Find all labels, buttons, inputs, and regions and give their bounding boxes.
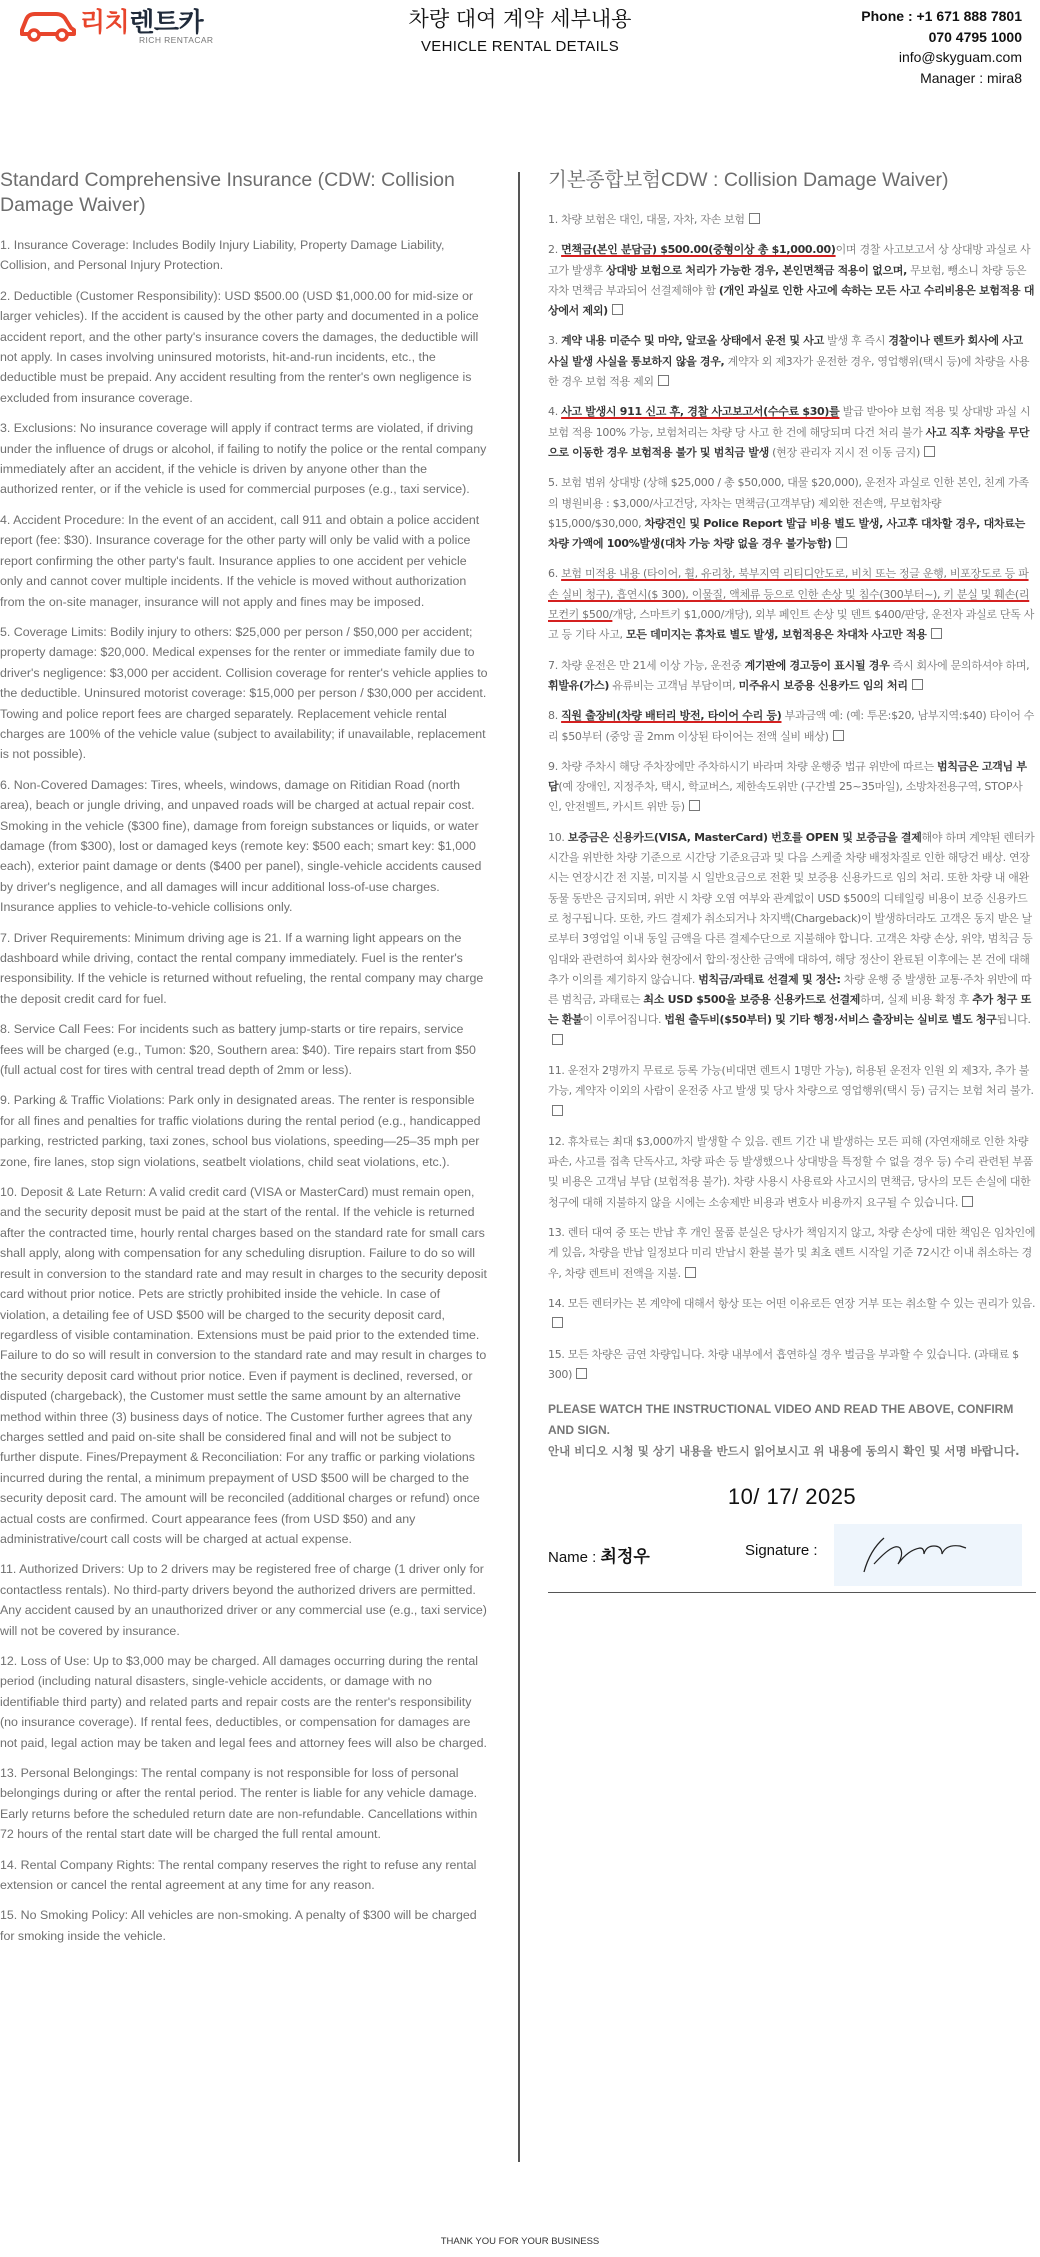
term-item-11: 11. Authorized Drivers: Up to 2 drivers may be registered free of charge (1 driver only for contactless rentals). No third-party drivers beyond the authorized drivers are permitted. Any accident caused by an unauthorized driver or any commercial use (e.g., taxi service) will not be covered by insurance.: [0, 1562, 487, 1638]
ko-term-item-1: 1. 차량 보험은 대인, 대물, 자차, 자손 보험: [548, 210, 1036, 230]
agree-checkbox-1[interactable]: [749, 213, 760, 224]
contact-info: [861, 6, 1022, 88]
ko-term-item-9: 9. 차량 주차시 해당 주차장에만 주차하시기 바라며 차량 운행중 법규 위반에 따르는 범칙금은 고객님 부담(예 장애인, 지정주차, 택시, 학교버스, 제한속도위반 (구간별 25~35마일), 소방차전용구역, STOP사인, 안전벨트, 카시트 위반 등): [548, 759, 1027, 814]
agree-checkbox-2[interactable]: [612, 304, 623, 315]
agree-checkbox-8[interactable]: [833, 730, 844, 741]
instruction-korean: 안내 비디오 시청 및 상기 내용을 반드시 읽어보시고 위 내용에 동의시 확인 및 서명 바랍니다.: [548, 1444, 1020, 1459]
signature-underline: [548, 1592, 1036, 1593]
korean-section-title: 기본종합보험CDW : Collision Damage Waiver): [548, 169, 949, 191]
term-item-13: 13. Personal Belongings: The rental company is not responsible for loss of personal belongings during or after the rental period. The renter is liable for any vehicle damage. Early returns before the scheduled return date are non-refundable. Cancellations within 72 hours of the rental start date will be charged the full rental amount.: [0, 1766, 478, 1842]
email: info@skyguam.com: [898, 49, 1022, 65]
agree-checkbox-3[interactable]: [658, 375, 669, 386]
logo-wordmark: 리치렌트카: [80, 8, 204, 38]
ko-term-item-11: 11. 운전자 2명까지 무료로 등록 가능(비대면 렌트시 1명만 가능), 허용된 운전자 인원 외 제3자, 추가 불가능, 계약자 이외의 사람이 운전중 사고 발생 및 당사 차량으로 영업행위(택시 등) 금지는 보험 처리 불가.: [548, 1061, 1036, 1122]
term-item-1: 1. Insurance Coverage: Includes Bodily Injury Liability, Property Damage Liability, Collision, and Personal Injury Protection.: [0, 238, 445, 273]
english-section-title: Standard Comprehensive Insurance (CDW: Collision Damage Waiver): [0, 169, 455, 216]
agree-checkbox-4[interactable]: [924, 446, 935, 457]
instruction-english: PLEASE WATCH THE INSTRUCTIONAL VIDEO AND READ THE ABOVE, CONFIRM AND SIGN.: [548, 1402, 1014, 1438]
term-item-15: 15. No Smoking Policy: All vehicles are non-smoking. A penalty of $300 will be charged for smoking inside the vehicle.: [0, 1908, 477, 1943]
agree-checkbox-6[interactable]: [931, 628, 942, 639]
agree-checkbox-14[interactable]: [552, 1317, 563, 1328]
ko-term-item-3: 3. 계약 내용 미준수 및 마약, 알코올 상태에서 운전 및 사고 발생 후 즉시 경찰이나 렌트카 회사에 사고 사실 발생 사실을 통보하지 않을 경우, 계약자 외 제3자가 운전한 경우, 영업행위(택시 등)에 차량을 사용한 경우 보험 적용 제외: [548, 334, 1030, 389]
phone-line-2: 070 4795 1000: [928, 28, 1022, 45]
agree-checkbox-10[interactable]: [552, 1034, 563, 1045]
ko-term-item-15: 15. 모든 차량은 금연 차량입니다. 차량 내부에서 흡연하실 경우 벌금을 부과할 수 있습니다. (과태료 $ 300): [548, 1347, 1019, 1381]
document-title-english: VEHICLE RENTAL DETAILS: [420, 38, 620, 55]
term-item-12: 12. Loss of Use: Up to $3,000 may be charged. All damages occurring during the rental period (including natural disasters, single-vehicle accidents, or damage with no identifiable third party) and related parts and repair costs are the renter's responsibility (no insurance coverage). If rental fees, deductibles, or compensation for damages are not paid, legal action may be taken and legal fees and attorney fees will also be charged.: [0, 1654, 487, 1750]
document-header: [0, 0, 1040, 110]
ko-term-item-2: 2. 면책금(본인 분담금) $500.00(중형이상 총 $1,000.00)이며 경찰 사고보고서 상 상대방 과실로 사고가 발생후 상대방 보험으로 처리가 가능한 경우, 본인면책금 적용이 없으며, 무보험, 뺑소니 차량 등은 자차 면책금 부과되어 선결제해야 함 (개인 과실로 인한 사고에 속하는 모든 사고 수리비용은 보험적용 대상에서 제외): [548, 243, 1035, 318]
document-title-korean: 차량 대여 계약 세부내용: [408, 7, 632, 31]
agree-checkbox-11[interactable]: [552, 1105, 563, 1116]
ko-term-item-12: 12. 휴차료는 최대 $3,000까지 발생할 수 있음. 렌트 기간 내 발생하는 모든 피해 (자연재해로 인한 차량 파손, 사고를 접촉 단독사고, 차량 파손 등 발생했으나 상대방을 특정할 수 없을 경우 등) 수리 관련된 부품 및 비용은 고객님 부담 (보험적용 불가). 차량 사용시 사용료와 사고시의 면책금, 당사의 모든 손실에 대한 청구에 대해 지불하지 않을 시에는 소송제반 비용과 변호사 비용까지 요구될 수 있습니다.: [548, 1134, 1033, 1209]
signature-field[interactable]: [834, 1524, 1022, 1586]
agree-checkbox-5[interactable]: [836, 537, 847, 548]
term-item-5: 5. Coverage Limits: Bodily injury to others: $25,000 per person / $50,000 per accident; property damage: $20,000. Medical expenses for the renter or immediate family due to driver's negligence: $3,000 per accident. Collision coverage for renter's vehicle applies to the deductible. Uninsured motorist coverage: $15,000 per person / $30,000 per accident. Towing and police report fees are charged separately. Replacement vehicle rental charges are 100% of the vehicle value (subject to availability; if unavailable, replacement is not possible).: [0, 624, 488, 762]
term-item-6: 6. Non-Covered Damages: Tires, wheels, windows, damage on Ritidian Road (north area), beach or jungle driving, and unpaved roads will be charged at actual repair cost. Smoking in the vehicle ($300 fine), damage from foreign substances or liquids, or water damage (from $300), lost or damaged keys (remote key: $500 each; smart key: $1,000 each), exterior paint damage or dents ($400 per panel), single-vehicle accidents caused by driver's negligence, and all damages will incur additional loss-of-use charges. Insurance applies to vehicle-to-vehicle collisions only.: [0, 777, 482, 915]
term-item-3: 3. Exclusions: No insurance coverage will apply if contract terms are violated, if driving under the influence of drugs or alcohol, if failing to notify the police or the rental company immediately after an accident, if the vehicle is driven by anyone other than the authorized renter, or if the vehicle is used for commercial purposes (e.g., taxi service).: [0, 421, 487, 497]
ko-term-item-8: 8. 직원 출장비(차량 배터리 방전, 타이어 수리 등) 부과금액 예: (예: 투몬:$20, 남부지역:$40) 타이어 수리 $50부터 (중앙 골 2mm 이상된 타이어는 전액 실비 배상): [548, 709, 1035, 743]
english-terms-column: [0, 168, 488, 1956]
signature-date: 10/ 17/ 2025: [727, 1484, 857, 1510]
ko-term-item-6: 6. 보험 미적용 내용 (타이어, 휠, 유리창, 북부지역 리티디안도로, 비치 또는 정글 운행, 비포장도로 등 파손 실비 청구), 흡연시($ 300), 이물질, 액체류 등으로 인한 손상 및 침수(300부터~), 키 분실 및 훼손(리모컨키 $500/개당, 스마트키 $1,000/개당), 외부 페인트 손상 및 덴트 $400/판당, 운전자 과실로 단독 사고 등 기타 사고, 모든 데미지는 휴차료 별도 발생, 보험적용은 차대차 사고만 적용: [548, 567, 1035, 642]
ko-term-item-4: 4. 사고 발생시 911 신고 후, 경찰 사고보고서(수수료 $30)를 발급 받아야 보험 적용 및 상대방 과실 시 보험 적용 100% 가능, 보험처리는 차량 당 사고 한 건에 해당되며 다건 처리 불가 사고 직후 차량을 무단으로 이동한 경우 보험적용 불가 및 범칙금 발생 (현장 관리자 지시 전 이동 금지): [548, 405, 1031, 459]
renter-name: Name : 최정우: [548, 1547, 650, 1568]
korean-terms-column: [548, 168, 1036, 1593]
ko-term-item-5: 5. 보험 범위 상대방 (상해 $25,000 / 총 $50,000, 대물 $20,000), 운전자 과실로 인한 본인, 친계 가족의 병원비용 : $3,000/사고건당, 자차는 면책금(고객부담) 제외한 전손액, 무보험차량 $15,000/$30,000, 차량견인 및 Police Report 발급 비용 별도 발생, 사고후 대차할 경우, 대차료는 차량 가액에 100%발생(대차 가능 차량 없을 경우 불가능함): [548, 476, 1029, 551]
ko-term-item-14: 14. 모든 렌터카는 본 계약에 대해서 항상 또는 어떤 이유로든 연장 거부 또는 취소할 수 있는 권리가 있음.: [548, 1294, 1036, 1335]
ko-term-item-10: 10. 보증금은 신용카드(VISA, MasterCard) 번호를 OPEN 및 보증금을 결제해야 하며 계약된 렌터카 시간을 위반한 차량 기준으로 시간당 기준요금과 및 다음 스케줄 차량 배정차질로 인한 해당건 배상. 연장시는 연장시간 전 지불, 미지불 시 일반요금으로 전환 및 보증용 신용카드로 임의 처리. 또한 차량 내 애완동물 동반은 금지되며, 위반 시 차량 오염 여부와 관계없이 USD $500의 디테일링 비용이 보증 신용카드로 청구됩니다. 또한, 카드 결제가 취소되거나 차지백(Chargeback)이 발생하더라도 고객은 동지 받은 날로부터 3영업일 이내 동일 금액을 다른 결제수단으로 지불해야 합니다. 고객은 차량 손상, 위약, 범칙금 등 임대와 관련하여 회사와 현장에서 합의·정산한 금액에 대하여, 해당 정산이 완료된 이후에는 본 건에 대해 추가 이의를 제기하지 않습니다. 범칙금/과태료 선결제 및 정산: 차량 운행 중 발생한 교통·주차 위반에 따른 범칙금, 과태료는 최소 USD $500을 보증용 신용카드로 선결제하며, 실제 비용 확정 후 추가 청구 또는 환불이 이루어집니다. 법원 출두비($50부터) 및 기타 행정·서비스 출장비는 실비로 별도 청구됩니다.: [548, 828, 1036, 1051]
signing-instruction: [548, 1399, 1036, 1462]
agree-checkbox-13[interactable]: [685, 1267, 696, 1278]
agree-checkbox-9[interactable]: [689, 800, 700, 811]
term-item-14: 14. Rental Company Rights: The rental company reserves the right to refuse any rental extension or cancel the rental agreement at any time for any reason.: [0, 1857, 477, 1893]
agree-checkbox-12[interactable]: [962, 1196, 973, 1207]
footer-thanks: THANK YOU FOR YOUR BUSINESS: [440, 2236, 600, 2247]
phone-line: Phone : +1 671 888 7801: [861, 8, 1022, 24]
term-item-8: 8. Service Call Fees: For incidents such as battery jump-starts or tire repairs, service fees will be charged (e.g., Tumon: $20, Southern area: $40). Tire repairs start from $50 (full actual cost for tires with central tread depth of 2mm or less).: [0, 1022, 476, 1078]
term-item-9: 9. Parking & Traffic Violations: Park only in designated areas. The renter is responsible for all fines and penalties for traffic violations during the rental period (e.g., handicapped parking, restricted parking, taxi zones, school bus violations, speeding—25–35 mph per zone, fire lanes, stop sign violations, seatbelt violations, child seat violations, etc.).: [0, 1093, 481, 1169]
manager: Manager : mira8: [920, 69, 1022, 86]
ko-term-item-7: 7. 차량 운전은 만 21세 이상 가능, 운전중 계기판에 경고등이 표시될 경우 즉시 회사에 문의하셔야 하며, 휘발유(가스) 유류비는 고객님 부담이며, 미주유시 보증용 신용카드 임의 처리: [548, 658, 1030, 692]
term-item-10: 10. Deposit & Late Return: A valid credit card (VISA or MasterCard) must remain open, and the security deposit must be paid at the start of the rental. If the vehicle is returned after the contracted time, hourly rental charges based on the standard rate for small cars shall apply, along with compensation for any scheduling disruption. Failure to do so will result in conversion to the standard rate and may result in charges to the security deposit card without prior notice. Pets are strictly prohibited inside the vehicle. In case of violation, a detailing fee of USD $500 will be charged to the security deposit card, regardless of visible contamination. Extensions must be paid prior to the extended time. Failure to do so will result in conversion to the standard rate and may result in charges to the security deposit card without prior notice. Even if payment is declined, reversed, or disputed (chargeback), the Customer must settle the same amount by an alternative method within three (3) business days of notice. The Customer further agrees that any charges settled and paid on-site shall be considered final and will not be subject to further dispute. Fines/Prepayment & Reconciliation: For any traffic or parking violations incurred during the rental, a minimum prepayment of USD $500 will be charged to the security deposit card. The amount will be reconciled (additional charges or refund) once actual costs are confirmed. Court appearance fees (from USD $50) and any administrative/court call costs will be charged at actual expense.: [0, 1185, 487, 1546]
term-item-2: 2. Deductible (Customer Responsibility): USD $500.00 (USD $1,000.00 for mid-size or larger vehicles). If the accident is caused by the other party and documented in a police accident report, and the other party's insurance covers the damages, the deductible will not apply. In cases involving uninsured motorists, hit-and-run incidents, etc., the deductible must be prepaid. Any accident resulting from the renter's own negligence is excluded from insurance coverage.: [0, 288, 479, 405]
handwritten-signature-icon: [834, 1524, 1022, 1586]
term-item-4: 4. Accident Procedure: In the event of an accident, call 911 and obtain a police accident report (fee: $30). Insurance coverage for the other party will only be valid with a police report confirming the other party's fault. Insurance applies to one accident per vehicle only and cannot cover multiple incidents. If the vehicle is moved without authorization from the on-site manager, insurance will not apply and fines may be imposed.: [0, 512, 480, 609]
term-item-7: 7. Driver Requirements: Minimum driving age is 21. If a warning light appears on the dashboard while driving, contact the rental company immediately. Fuel is the renter's responsibility. If the vehicle is returned without refueling, the rental company may charge the deposit credit card for fuel.: [0, 930, 484, 1006]
signature-row: [548, 1524, 1036, 1584]
agree-checkbox-15[interactable]: [576, 1368, 587, 1379]
ko-term-item-13: 13. 렌터 대여 중 또는 반납 후 개인 물품 분실은 당사가 책임지지 않고, 차량 손상에 대한 책임은 임차인에게 있음, 차량을 반납 일정보다 미리 반납시 환불 불가 및 최초 렌트 시작일 기준 72시간 이내 취소하는 경우, 차량 렌트비 전액을 지불.: [548, 1226, 1036, 1280]
logo-subtitle: RICH RENTACAR: [139, 35, 214, 45]
renter-name-value: 최정우: [600, 1547, 650, 1568]
signature-label: Signature :: [745, 1542, 818, 1560]
agree-checkbox-7[interactable]: [912, 679, 923, 690]
column-divider: [518, 172, 520, 2162]
